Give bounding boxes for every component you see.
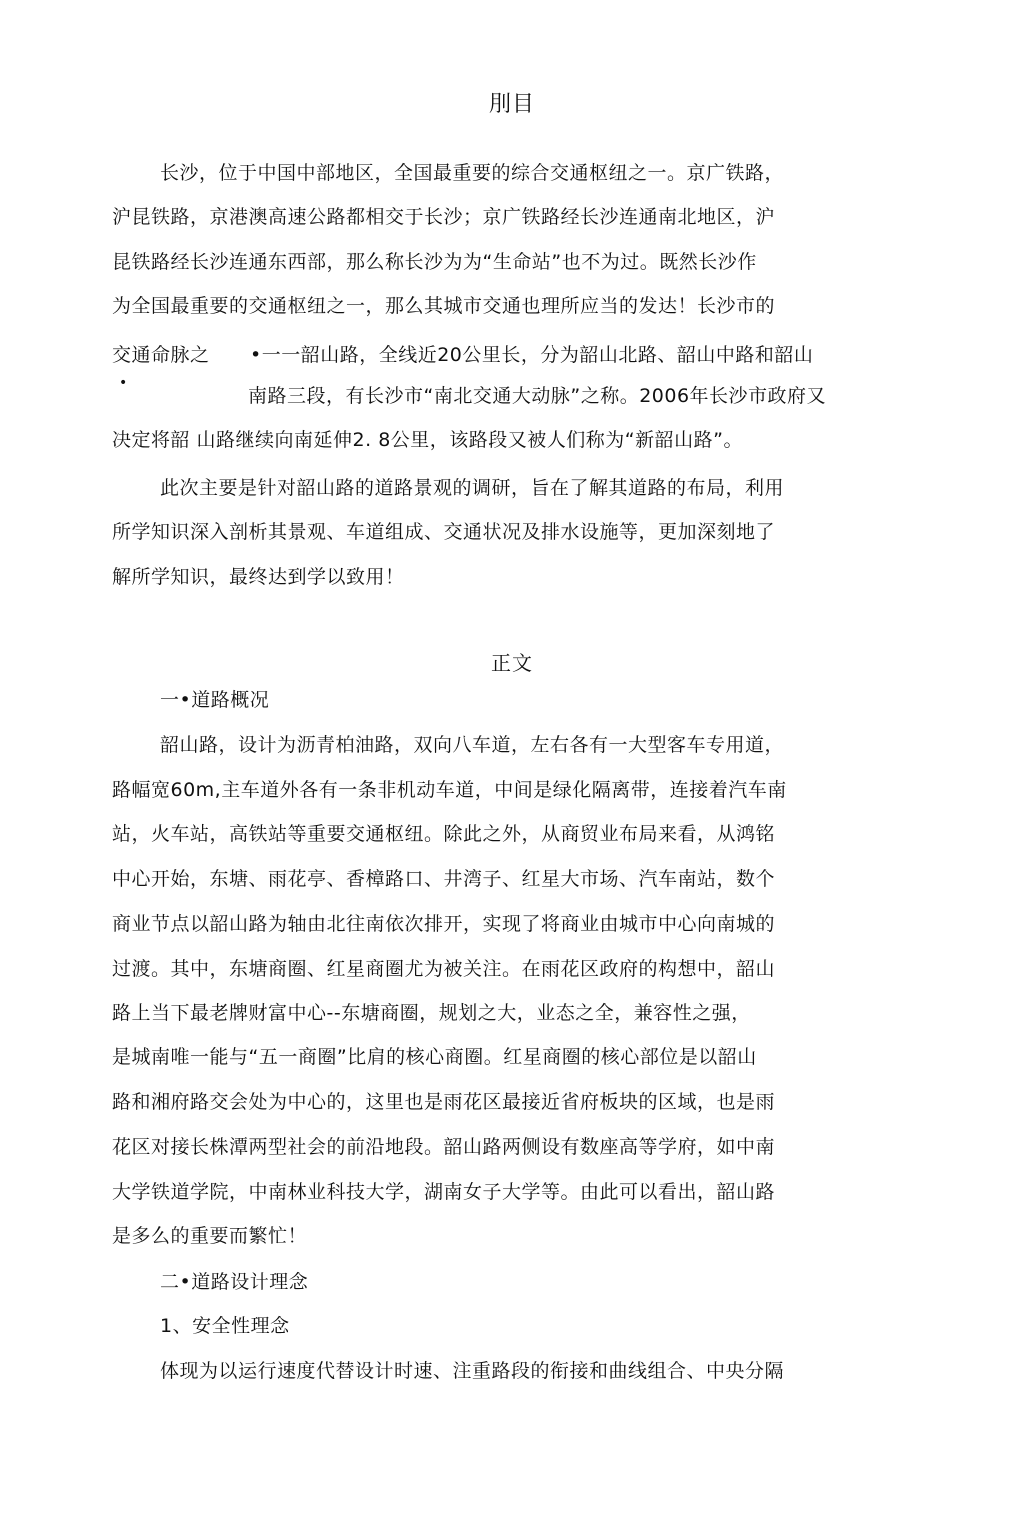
preface-line: 决定将韶 山路继续向南延伸2. 8公里，该路段又被人们称为“新韶山路”。 [112,429,743,451]
section-heading: 一•道路概况 [160,689,270,711]
body-title: 正文 [491,651,533,675]
body-line: 路上当下最老牌财富中心--东塘商圈，规划之大，业态之全，兼容性之强， [112,1002,751,1024]
preface-line: 长沙，位于中国中部地区，全国最重要的综合交通枢纽之一。京广铁路， [160,162,785,184]
lifeline-text: •一一韶山路，全线近20公里长，分为韶山北路、韶山中路和韶山 [250,344,814,366]
preface-line: 此次主要是针对韶山路的道路景观的调研，旨在了解其道路的布局，利用 [160,477,785,499]
body-line: 是城南唯一能与“五一商圈”比肩的核心商圈。红星商圈的核心部位是以韶山 [112,1046,757,1068]
preface-line: 所学知识深入剖析其景观、车道组成、交通状况及排水设施等，更加深刻地了 [112,521,776,543]
body-line: 路幅宽60m,主车道外各有一条非机动车道，中间是绿化隔离带，连接着汽车南 [112,779,787,801]
body-line: 过渡。其中，东塘商圈、红星商圈尤为被关注。在雨花区政府的构想中，韶山 [112,958,776,980]
preface-line: 为全国最重要的交通枢纽之一，那么其城市交通也理所应当的发达！长沙市的 [112,295,776,317]
body-line: 是多么的重要而繁忙！ [112,1225,308,1247]
body-line: 韶山路，设计为沥青柏油路，双向八车道，左右各有一大型客车专用道， [160,734,785,756]
body-line: 体现为以运行速度代替设计时速、注重路段的衔接和曲线组合、中央分隔 [160,1360,785,1382]
body-line: 大学铁道学院，中南林业科技大学，湖南女子大学等。由此可以看出，韶山路 [112,1181,776,1203]
body-line: 站，火车站，高铁站等重要交通枢纽。除此之外，从商贸业布局来看，从鸿铭 [112,823,776,845]
preface-title: 刖目 [488,92,535,117]
body-line: 商业节点以韶山路为轴由北往南依次排开，实现了将商业由城市中心向南城的 [112,913,776,935]
body-line: 花区对接长株潭两型社会的前沿地段。韶山路两侧设有数座高等学府，如中南 [112,1136,776,1158]
preface-line: 解所学知识，最终达到学以致用！ [112,566,405,588]
preface-line: 沪昆铁路，京港澳高速公路都相交于长沙；京广铁路经长沙连通南北地区，沪 [112,206,776,228]
preface-line: 南路三段，有长沙市“南北交通大动脉”之称。2006年长沙市政府又 [248,385,827,407]
body-line: 路和湘府路交会处为中心的，这里也是雨花区最接近省府板块的区域，也是雨 [112,1091,776,1113]
subsection-heading: 1、安全性理念 [160,1315,290,1337]
lifeline-label: 交通命脉之 [112,344,210,366]
section-heading: 二•道路设计理念 [160,1271,309,1293]
lifeline-bullet: • [119,375,128,391]
preface-line: 昆铁路经长沙连通东西部，那么称长沙为为“生命站”也不为过。既然长沙作 [112,251,757,273]
body-line: 中心开始，东塘、雨花亭、香樟路口、井湾子、红星大市场、汽车南站，数个 [112,868,776,890]
